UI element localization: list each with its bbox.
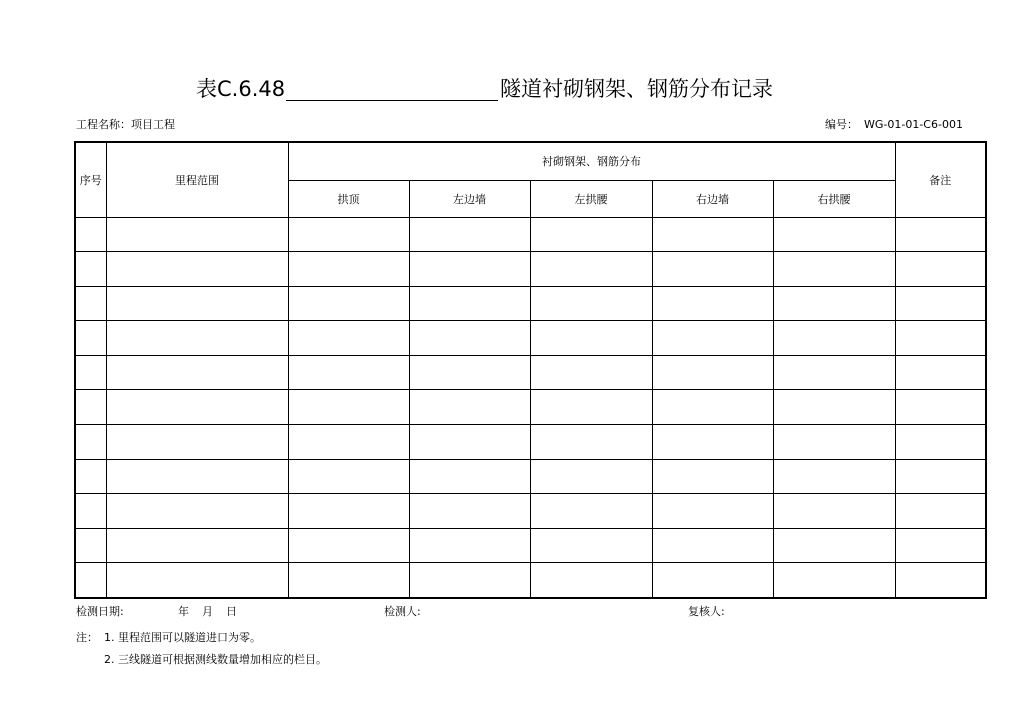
table-cell[interactable] bbox=[75, 217, 106, 252]
table-cell[interactable] bbox=[288, 321, 409, 356]
form-code bbox=[825, 118, 963, 132]
table-cell[interactable] bbox=[106, 494, 288, 529]
table-cell[interactable] bbox=[106, 390, 288, 425]
table-cell[interactable] bbox=[652, 563, 773, 598]
date-year: 年 bbox=[178, 605, 189, 618]
project-name-label: 工程名称： bbox=[76, 118, 131, 131]
table-cell[interactable] bbox=[288, 563, 409, 598]
table-cell[interactable] bbox=[895, 494, 986, 529]
table-cell[interactable] bbox=[652, 494, 773, 529]
table-cell[interactable] bbox=[530, 355, 652, 390]
title-blank-line[interactable] bbox=[286, 100, 498, 101]
table-cell[interactable] bbox=[895, 252, 986, 287]
table-cell[interactable] bbox=[409, 563, 530, 598]
header-left-wall: 左边墙 bbox=[409, 180, 530, 217]
table-cell[interactable] bbox=[106, 528, 288, 563]
table-cell[interactable] bbox=[75, 459, 106, 494]
table-cell[interactable] bbox=[288, 217, 409, 252]
page-title: 隧道衬砌钢架、钢筋分布记录 bbox=[500, 77, 773, 101]
table-cell[interactable] bbox=[895, 528, 986, 563]
table-cell[interactable] bbox=[652, 286, 773, 321]
table-row bbox=[75, 286, 986, 321]
notes-prefix: 注： bbox=[76, 631, 98, 644]
table-cell[interactable] bbox=[75, 425, 106, 460]
table-cell[interactable] bbox=[530, 252, 652, 287]
table-cell[interactable] bbox=[75, 286, 106, 321]
table-cell[interactable] bbox=[288, 425, 409, 460]
table-row bbox=[75, 425, 986, 460]
table-cell[interactable] bbox=[652, 217, 773, 252]
table-cell[interactable] bbox=[75, 390, 106, 425]
table-cell[interactable] bbox=[530, 494, 652, 529]
table-cell[interactable] bbox=[106, 321, 288, 356]
table-cell[interactable] bbox=[652, 321, 773, 356]
table-cell[interactable] bbox=[652, 459, 773, 494]
table-row bbox=[75, 459, 986, 494]
table-cell[interactable] bbox=[773, 252, 895, 287]
table-cell[interactable] bbox=[75, 563, 106, 598]
table-cell[interactable] bbox=[652, 355, 773, 390]
header-remark: 备注 bbox=[895, 142, 986, 217]
table-cell[interactable] bbox=[530, 563, 652, 598]
table-cell[interactable] bbox=[773, 425, 895, 460]
table-cell[interactable] bbox=[409, 459, 530, 494]
table-cell[interactable] bbox=[75, 528, 106, 563]
date-month: 月 bbox=[202, 605, 213, 618]
header-crown: 拱顶 bbox=[288, 180, 409, 217]
project-name bbox=[76, 118, 175, 132]
table-cell[interactable] bbox=[895, 286, 986, 321]
table-cell[interactable] bbox=[75, 252, 106, 287]
form-code-label: 编号： bbox=[825, 118, 858, 131]
inspection-date-label: 检测日期: bbox=[76, 605, 124, 618]
header-right-wall: 右边墙 bbox=[652, 180, 773, 217]
table-cell[interactable] bbox=[288, 528, 409, 563]
table-cell[interactable] bbox=[773, 563, 895, 598]
table-cell[interactable] bbox=[409, 390, 530, 425]
table-cell[interactable] bbox=[895, 217, 986, 252]
table-cell[interactable] bbox=[288, 252, 409, 287]
table-cell[interactable] bbox=[773, 321, 895, 356]
table-cell[interactable] bbox=[409, 494, 530, 529]
table-cell[interactable] bbox=[895, 425, 986, 460]
table-cell[interactable] bbox=[773, 390, 895, 425]
table-cell[interactable] bbox=[530, 528, 652, 563]
form-title bbox=[0, 74, 1024, 104]
table-cell[interactable] bbox=[106, 563, 288, 598]
table-cell[interactable] bbox=[288, 286, 409, 321]
table-cell[interactable] bbox=[75, 355, 106, 390]
table-row bbox=[75, 321, 986, 356]
table-cell[interactable] bbox=[652, 425, 773, 460]
note-item: 1. 里程范围可以隧道进口为零。 bbox=[104, 631, 261, 644]
table-cell[interactable] bbox=[409, 286, 530, 321]
table-cell[interactable] bbox=[106, 459, 288, 494]
table-cell[interactable] bbox=[409, 425, 530, 460]
table-cell[interactable] bbox=[106, 425, 288, 460]
header-group: 衬砌钢架、钢筋分布 bbox=[288, 142, 895, 180]
header-right-haunch: 右拱腰 bbox=[773, 180, 895, 217]
table-cell[interactable] bbox=[288, 494, 409, 529]
header-range: 里程范围 bbox=[106, 142, 288, 217]
table-cell[interactable] bbox=[773, 217, 895, 252]
table-cell[interactable] bbox=[409, 355, 530, 390]
table-cell[interactable] bbox=[530, 390, 652, 425]
table-cell[interactable] bbox=[288, 459, 409, 494]
table-header-row bbox=[75, 142, 986, 180]
table-cell[interactable] bbox=[652, 390, 773, 425]
table-row bbox=[75, 563, 986, 598]
table-cell[interactable] bbox=[409, 252, 530, 287]
table-cell[interactable] bbox=[895, 563, 986, 598]
table-cell[interactable] bbox=[75, 321, 106, 356]
table-row bbox=[75, 355, 986, 390]
table-row bbox=[75, 494, 986, 529]
form-code-value: WG-01-01-C6-001 bbox=[864, 118, 963, 131]
reviewer-label: 复核人: bbox=[688, 605, 725, 618]
table-cell[interactable] bbox=[895, 355, 986, 390]
date-day: 日 bbox=[226, 605, 237, 618]
table-number: 表C.6.48 bbox=[196, 77, 286, 101]
table-row bbox=[75, 217, 986, 252]
project-name-value: 项目工程 bbox=[131, 118, 175, 131]
table-cell[interactable] bbox=[530, 286, 652, 321]
table-cell[interactable] bbox=[773, 459, 895, 494]
table-cell[interactable] bbox=[409, 217, 530, 252]
table-cell[interactable] bbox=[106, 286, 288, 321]
table-cell[interactable] bbox=[530, 459, 652, 494]
table-row bbox=[75, 252, 986, 287]
header-seq: 序号 bbox=[75, 142, 106, 217]
table-cell[interactable] bbox=[895, 459, 986, 494]
table-cell[interactable] bbox=[773, 355, 895, 390]
table-cell[interactable] bbox=[773, 494, 895, 529]
header-left-haunch: 左拱腰 bbox=[530, 180, 652, 217]
table-cell[interactable] bbox=[106, 252, 288, 287]
table-row bbox=[75, 528, 986, 563]
note-item: 2. 三线隧道可根据测线数量增加相应的栏目。 bbox=[104, 653, 327, 666]
inspector-label: 检测人: bbox=[384, 605, 421, 618]
table-row bbox=[75, 390, 986, 425]
table-cell[interactable] bbox=[530, 425, 652, 460]
table-cell[interactable] bbox=[106, 217, 288, 252]
table-cell[interactable] bbox=[530, 217, 652, 252]
inspection-date bbox=[76, 605, 124, 619]
table-cell[interactable] bbox=[75, 494, 106, 529]
table-cell[interactable] bbox=[895, 321, 986, 356]
table-cell[interactable] bbox=[288, 390, 409, 425]
table-cell[interactable] bbox=[773, 286, 895, 321]
record-table bbox=[74, 141, 987, 599]
table-cell[interactable] bbox=[530, 321, 652, 356]
table-cell[interactable] bbox=[409, 321, 530, 356]
table-cell[interactable] bbox=[106, 355, 288, 390]
table-cell[interactable] bbox=[773, 528, 895, 563]
table-cell[interactable] bbox=[288, 355, 409, 390]
table-cell[interactable] bbox=[895, 390, 986, 425]
table-cell[interactable] bbox=[409, 528, 530, 563]
table-cell[interactable] bbox=[652, 528, 773, 563]
table-cell[interactable] bbox=[652, 252, 773, 287]
